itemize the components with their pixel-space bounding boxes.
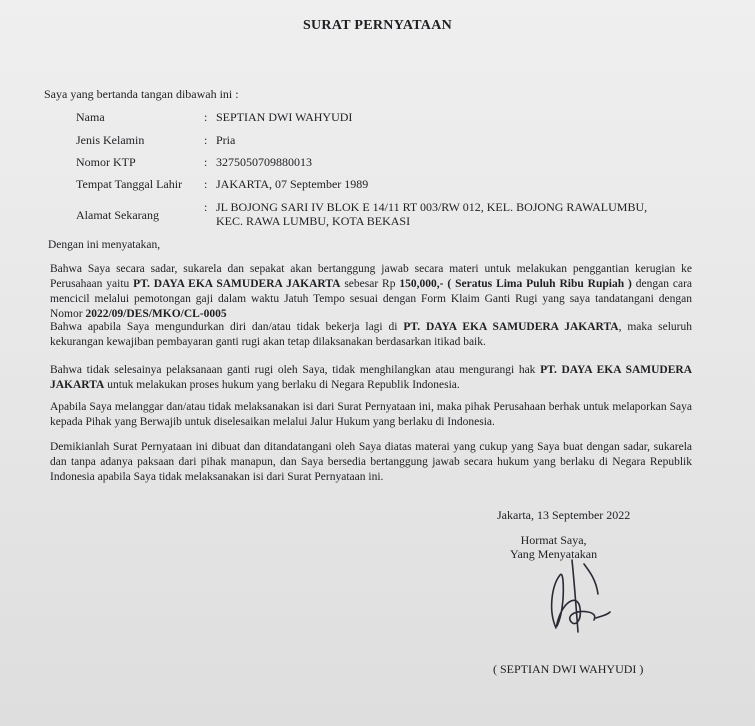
paragraph-4: Apabila Saya melanggar dan/atau tidak melaksanakan isi dari Surat Pernyataan ini, maka pihak Perusahaan berhak untuk melaporkan Saya kepada Pihak yang Berwajib untuk diselesaikan melalui Jalur Hukum yang berlaku di Indonesia. <box>50 401 692 428</box>
field-label: Alamat Sekarang <box>76 208 159 222</box>
city-date: Jakarta, 13 September 2022 <box>497 508 631 522</box>
field-colon: : <box>204 177 208 191</box>
form-number: 2022/09/DES/MKO/CL-0005 <box>85 308 227 320</box>
field-jenis-kelamin <box>76 133 676 149</box>
paragraph-text: Bahwa tidak selesainya pelaksanaan ganti rugi oleh Saya, tidak menghilangkan atau mengurangi hak <box>50 364 536 376</box>
document-title: SURAT PERNYATAAN <box>302 18 453 33</box>
paragraph-text: Bahwa apabila Saya mengundurkan diri dan/atau tidak bekerja lagi di <box>50 321 398 333</box>
field-value: JL BOJONG SARI IV BLOK E 14/11 RT 003/RW 012, KEL. BOJONG RAWALUMBU, KEC. RAWA LUMBU, KOTA BEKASI <box>216 200 648 228</box>
paragraph-text: dengan cara mencicil melalui pemotongan gaji dalam waktu Jatuh Tempo sesuai dengan Form Klaim Ganti Rugi yang saya tandatangani dengan Nomor <box>50 278 693 320</box>
amount-text: 150,000,- ( Seratus Lima Puluh Ribu Rupiah ) <box>399 278 632 290</box>
field-value: 3275050709880013 <box>216 155 312 169</box>
signature-image <box>538 550 618 640</box>
company-name: PT. DAYA EKA SAMUDERA JAKARTA <box>133 278 341 290</box>
field-tempat-tanggal-lahir <box>76 177 676 193</box>
closing-greeting: Hormat Saya, <box>520 533 587 547</box>
paragraph-1 <box>50 262 692 322</box>
field-colon: : <box>204 200 208 214</box>
field-value: JAKARTA, 07 September 1989 <box>216 177 369 191</box>
declaration-intro: Dengan ini menyatakan, <box>48 239 161 251</box>
paragraph-3 <box>50 363 692 393</box>
paragraph-text: untuk melakukan proses hukum yang berlaku di Negara Republik Indonesia. <box>107 379 460 391</box>
closing-declarant: Yang Menyatakan <box>510 547 598 561</box>
paragraph-2 <box>50 320 692 350</box>
field-alamat-sekarang <box>76 200 676 234</box>
signer-name: ( SEPTIAN DWI WAHYUDI ) <box>493 662 644 676</box>
paragraph-5: Demikianlah Surat Pernyataan ini dibuat dan ditandatangani oleh Saya diatas materai yang cukup yang Saya buat dengan sadar, sukarela dan tanpa adanya paksaan dari pihak manapun, dan Saya bersedia bertanggung jawab secara hukum yang berlaku di Negara Republik Indonesia apabila Saya tidak melaksanakan isi dari Surat Pernyataan ini. <box>50 441 692 483</box>
paragraph-text: Bahwa Saya secara sadar, sukarela dan sepakat akan bertanggung jawab secara materi untuk melakukan penggantian kerugian ke Perusahaan yaitu <box>50 263 692 290</box>
field-nomor-ktp <box>76 155 676 171</box>
field-label: Tempat Tanggal Lahir <box>76 177 183 191</box>
intro-text: Saya yang bertanda tangan dibawah ini : <box>44 87 239 101</box>
field-label: Nama <box>76 110 105 124</box>
paragraph-text: , maka seluruh kekurangan kewajiban pembayaran ganti rugi akan tetap dilaksanakan berdasarkan itikad baik. <box>50 321 692 348</box>
company-name: PT. DAYA EKA SAMUDERA JAKARTA <box>403 321 619 333</box>
field-colon: : <box>204 110 208 124</box>
paragraph-text: sebesar Rp <box>344 278 396 290</box>
field-nama <box>76 110 676 126</box>
field-colon: : <box>204 133 208 147</box>
field-value: Pria <box>216 133 236 147</box>
field-label: Jenis Kelamin <box>76 133 145 147</box>
field-label: Nomor KTP <box>76 155 136 169</box>
field-value: SEPTIAN DWI WAHYUDI <box>216 110 353 124</box>
company-name: PT. DAYA EKA SAMUDERA JAKARTA <box>50 364 693 391</box>
field-colon: : <box>204 155 208 169</box>
